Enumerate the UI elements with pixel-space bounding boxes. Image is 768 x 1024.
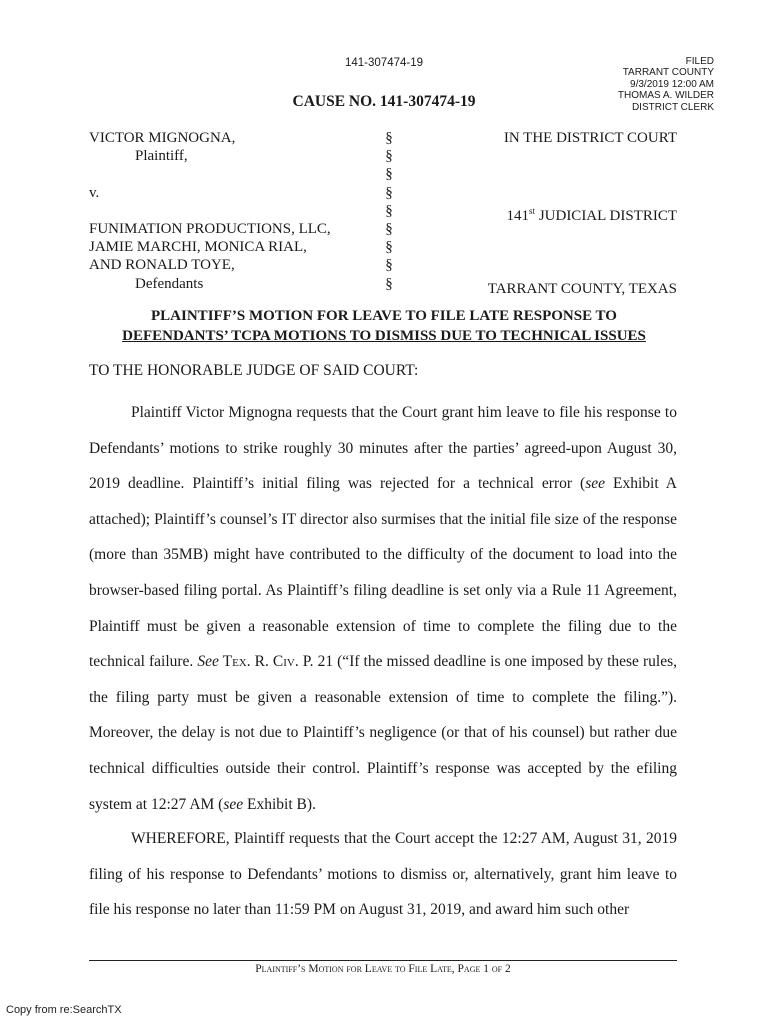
- rule-citation: Tex. R. Civ. P. 21: [218, 653, 334, 671]
- motion-title-line: DEFENDANTS’ TCPA MOTIONS TO DISMISS DUE TO TECHNICAL ISSUES: [122, 328, 646, 344]
- footer-rule: [89, 960, 677, 961]
- paragraph-wherefore: WHEREFORE, Plaintiff requests that the Court accept the 12:27 AM, August 31, 2019 filing of his response to Defendants’ motions to dismiss or, alternatively, grant him leave to file his response no later than 11:59 PM on August 31, 2019, and award him such other: [89, 830, 677, 919]
- page-footer: Plaintiff’s Motion for Leave to File Late, Page 1 of 2: [255, 963, 511, 975]
- county: TARRANT COUNTY, TEXAS: [487, 280, 677, 297]
- cause-number: CAUSE NO. 141-307474-19: [292, 93, 476, 110]
- caption-court: [420, 129, 677, 298]
- defendant-line: FUNIMATION PRODUCTIONS, LLC,: [89, 221, 331, 238]
- defendant-line: JAMIE MARCHI, MONICA RIAL,: [89, 239, 307, 256]
- court-name: IN THE DISTRICT COURT: [503, 130, 677, 146]
- section-symbol: §: [385, 221, 393, 238]
- filed-stamp-line: DISTRICT CLERK: [631, 101, 714, 113]
- section-symbol: §: [385, 148, 393, 165]
- caption-parties: [89, 129, 379, 293]
- defendants-role: Defendants: [135, 275, 204, 292]
- section-symbol-column: [374, 129, 404, 293]
- salutation: TO THE HONORABLE JUDGE OF SAID COURT:: [89, 362, 419, 379]
- blank-line: [89, 202, 379, 220]
- filed-stamp-line: 9/3/2019 12:00 AM: [630, 78, 714, 90]
- filed-stamp-line: TARRANT COUNTY: [622, 67, 714, 79]
- copy-source-note: Copy from re:SearchTX: [6, 1004, 122, 1016]
- section-symbol: §: [385, 184, 393, 201]
- paragraph-request: Plaintiff Victor Mignogna requests that the Court grant him leave to file his response to Defendants’ motions to strike roughly 30 minutes after the parties’ agreed-upon August 30, 2019 deadline. Plaintiff’s initial filing was rejected for a technical error (see Exhibit A attached); Plaintiff’s counsel’s IT director also surmises that the initial file size of the response (more than 35MB) might have contributed to the difficulty of the document to load into the browser-based filing portal. As Plaintiff’s filing deadline is set only via a Rule 11 Agreement, Plaintiff must be given a reasonable extension of time to complete the filing due to the technical failure. See Tex. R. Civ. P. 21 (“If the missed deadline is one imposed by these rules, the filing party must be given a reasonable extension of time to complete the filing.”). Moreover, the delay is not due to Plaintiff’s negligence (or that of his counsel) but rather due technical difficulties outside their control. Plaintiff’s response was accepted by the efiling system at 12:27 AM (see Exhibit B).: [89, 404, 677, 813]
- defendant-line: AND RONALD TOYE,: [89, 257, 235, 274]
- judicial-district: 141st JUDICIAL DISTRICT: [506, 205, 677, 224]
- plaintiff-name: VICTOR MIGNOGNA,: [89, 130, 236, 146]
- plaintiff-role: Plaintiff,: [135, 148, 188, 165]
- section-symbol: §: [385, 239, 393, 256]
- filed-stamp-line: FILED: [685, 56, 714, 67]
- versus: v.: [89, 184, 100, 201]
- section-symbol: §: [385, 257, 393, 274]
- header-case-number: 141-307474-19: [344, 57, 423, 69]
- section-symbol: §: [385, 130, 393, 146]
- motion-title-line: PLAINTIFF’S MOTION FOR LEAVE TO FILE LATE RESPONSE TO: [151, 308, 617, 324]
- filed-stamp-line: THOMAS A. WILDER: [617, 90, 714, 102]
- blank-line: [89, 165, 379, 183]
- motion-title: [0, 306, 768, 346]
- section-symbol: §: [385, 166, 393, 183]
- section-symbol: §: [385, 202, 393, 219]
- section-symbol: §: [385, 275, 393, 292]
